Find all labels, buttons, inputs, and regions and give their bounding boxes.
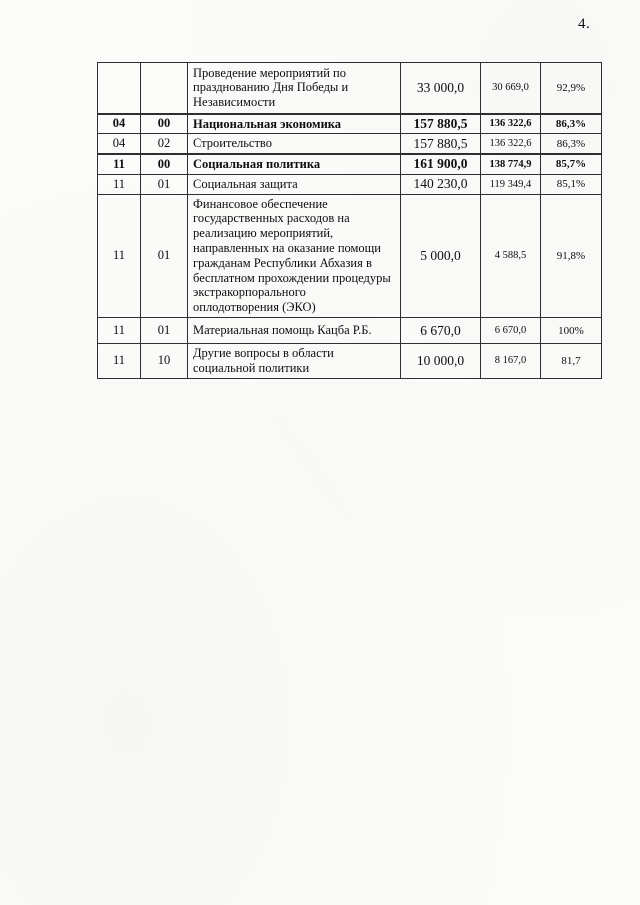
percent-cell: 86,3% (541, 134, 602, 154)
code-chapter-cell: 11 (98, 194, 141, 317)
code-section-cell (141, 63, 188, 114)
budget-table-body (98, 63, 602, 379)
percent-cell: 91,8% (541, 194, 602, 317)
plan-amount-cell: 161 900,0 (401, 154, 481, 174)
expense-name-cell: Другие вопросы в области социальной политики (188, 344, 401, 379)
percent-cell: 100% (541, 318, 602, 344)
code-section-cell: 00 (141, 154, 188, 174)
table-row (98, 154, 602, 174)
expense-name-cell: Национальная экономика (188, 114, 401, 134)
actual-amount-cell: 136 322,6 (481, 114, 541, 134)
code-section-cell: 01 (141, 194, 188, 317)
actual-amount-cell: 8 167,0 (481, 344, 541, 379)
expense-name-cell: Финансовое обеспечение государственных расходов на реализацию мероприятий, направленных на оказание помощи гражданам Республики Абхазия в бесплатном прохождении процедуры экстракорпорального оплодотворения (ЭКО) (188, 194, 401, 317)
code-chapter-cell (98, 63, 141, 114)
code-section-cell: 01 (141, 174, 188, 194)
table-row (98, 194, 602, 317)
plan-amount-cell: 6 670,0 (401, 318, 481, 344)
percent-cell: 85,1% (541, 174, 602, 194)
actual-amount-cell: 6 670,0 (481, 318, 541, 344)
actual-amount-cell: 138 774,9 (481, 154, 541, 174)
expense-name-cell: Социальная защита (188, 174, 401, 194)
table-row (98, 63, 602, 114)
actual-amount-cell: 136 322,6 (481, 134, 541, 154)
actual-amount-cell: 30 669,0 (481, 63, 541, 114)
expense-name-cell: Материальная помощь Кацба Р.Б. (188, 318, 401, 344)
code-section-cell: 01 (141, 318, 188, 344)
percent-cell: 85,7% (541, 154, 602, 174)
code-section-cell: 02 (141, 134, 188, 154)
budget-table (97, 62, 602, 379)
plan-amount-cell: 140 230,0 (401, 174, 481, 194)
code-chapter-cell: 11 (98, 344, 141, 379)
code-chapter-cell: 11 (98, 154, 141, 174)
code-chapter-cell: 04 (98, 134, 141, 154)
percent-cell: 81,7 (541, 344, 602, 379)
plan-amount-cell: 33 000,0 (401, 63, 481, 114)
plan-amount-cell: 157 880,5 (401, 134, 481, 154)
actual-amount-cell: 119 349,4 (481, 174, 541, 194)
code-section-cell: 10 (141, 344, 188, 379)
code-section-cell: 00 (141, 114, 188, 134)
table-row (98, 174, 602, 194)
expense-name-cell: Проведение мероприятий по празднованию Дня Победы и Независимости (188, 63, 401, 114)
table-row (98, 114, 602, 134)
expense-name-cell: Социальная политика (188, 154, 401, 174)
percent-cell: 86,3% (541, 114, 602, 134)
code-chapter-cell: 04 (98, 114, 141, 134)
code-chapter-cell: 11 (98, 174, 141, 194)
expense-name-cell: Строительство (188, 134, 401, 154)
actual-amount-cell: 4 588,5 (481, 194, 541, 317)
percent-cell: 92,9% (541, 63, 602, 114)
plan-amount-cell: 5 000,0 (401, 194, 481, 317)
page-number: 4. (578, 16, 591, 32)
table-row (98, 344, 602, 379)
table-row (98, 318, 602, 344)
code-chapter-cell: 11 (98, 318, 141, 344)
plan-amount-cell: 157 880,5 (401, 114, 481, 134)
plan-amount-cell: 10 000,0 (401, 344, 481, 379)
table-row (98, 134, 602, 154)
